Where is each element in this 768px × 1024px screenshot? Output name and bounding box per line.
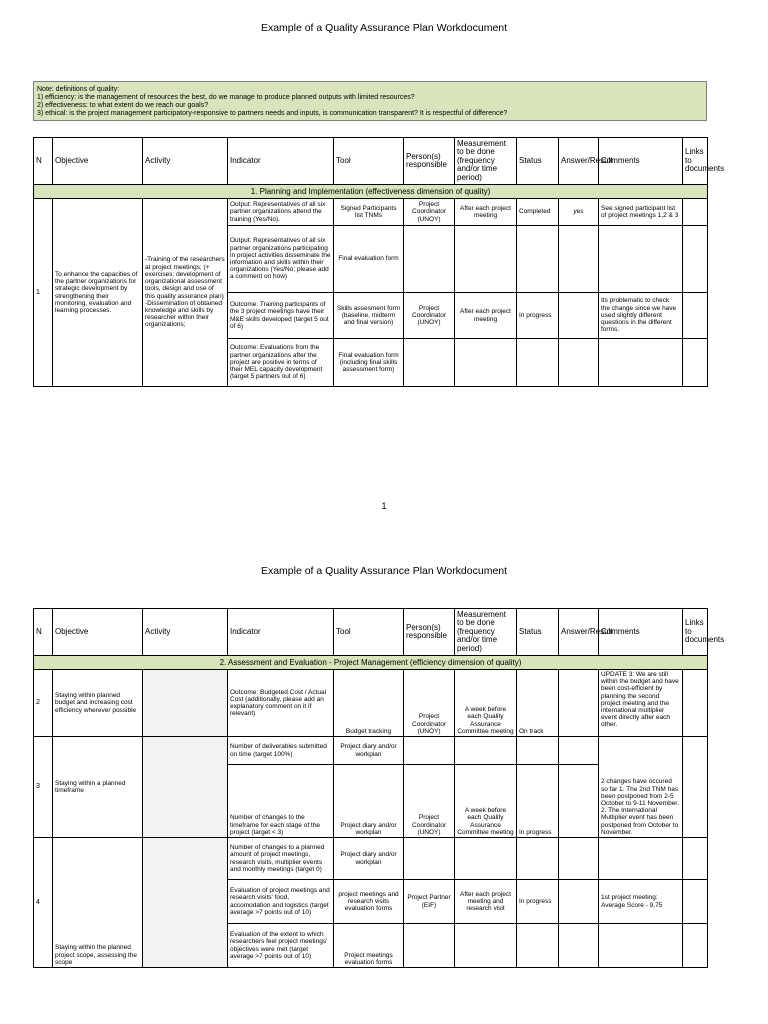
status-cell: In progress [517,293,559,339]
tool-cell: Project diary and/or workplan [334,838,404,880]
col-header-persons: Person(s) responsible [404,138,455,185]
col-header-activity: Activity [143,609,228,656]
tool-cell: Project diary and/or workplan [334,765,404,838]
status-cell: In progress [517,765,559,838]
tool-cell: Project meetings evaluation forms [334,924,404,968]
row-number: 4 [34,838,53,968]
page-title: Example of a Quality Assurance Plan Workdocument [260,22,508,34]
links-cell [683,880,708,924]
col-header-answer: Answer/Result [559,609,599,656]
comments-cell: 1st project meeting: Average Score - 9,75 [599,880,683,924]
comments-cell [599,838,683,880]
status-cell: On track [517,670,559,737]
links-cell [683,670,708,737]
note-line: 2) effectiveness: to what extent do we reach our goals? [37,102,209,109]
note-line: 1) efficiency: is the management of resources the best, do we manage to produce planned outputs with limited resources? [37,94,415,101]
indicator-cell: Output: Representatives of all six partner organizations participating in project activities disseminate the information and skills within their organizations (Yes/No; please add a comment on how) [228,226,334,293]
note-line: Note: definitions of quality: [37,86,120,93]
status-cell [517,924,559,968]
comments-cell: See signed participant list of project meetings 1,2 & 3 [599,199,683,226]
answer-cell: yes [559,199,599,226]
comments-cell: 2 changes have occured so far 1. The 2nd TNM has been postponed from 2-5 October to 9-11 November. 2. The International Mutliplier event has been postponed from October to November. [599,737,683,838]
col-header-objective: Objective [53,138,143,185]
col-header-measurement: Measurement to be done (frequency and/or time period) [455,609,517,656]
persons-cell: Project Partner (EIF) [404,880,455,924]
links-cell [683,293,708,339]
links-cell [683,199,708,226]
links-cell [683,924,708,968]
table-row [34,670,708,737]
status-cell: Completed [517,199,559,226]
col-header-status: Status [517,138,559,185]
section-heading: 2. Assessment and Evaluation - Project Management (efficiency dimension of quality) [34,656,708,670]
col-header-tool: Tool [334,609,404,656]
indicator-cell: Outcome: Evaluations from the partner organizations after the project are positive in terms of their MEL capacity development (target 5 partners out of 6) [228,339,334,387]
comments-cell [599,339,683,387]
activity-cell [143,737,228,838]
comments-cell [599,924,683,968]
answer-cell [559,226,599,293]
answer-cell [559,838,599,880]
indicator-cell: Evaluation of project meetings and research visits' food, accomodation and logistics (target average >7 points out of 10) [228,880,334,924]
measurement-cell: After each project meeting [455,199,517,226]
indicator-cell: Number of deliverables submitted on time (target 100%) [228,737,334,765]
row-number: 1 [34,199,53,387]
measurement-cell: A week before each Quality Assurance Committee meeting [455,670,517,737]
status-cell [517,226,559,293]
col-header-n: N [34,609,53,656]
measurement-cell [455,737,517,765]
measurement-cell: A week before each Quality Assurance Committee meeting [455,765,517,838]
indicator-cell: Number of changes to the timeframe for each stage of the project (target < 3) [228,765,334,838]
tool-cell: Final evaluation form (including final skills assessment form) [334,339,404,387]
persons-cell: Project Coordinator (UNOY) [404,670,455,737]
col-header-status: Status [517,609,559,656]
col-header-activity: Activity [143,138,228,185]
answer-cell [559,737,599,765]
quality-plan-table-1 [33,137,725,387]
quality-plan-table-2 [33,608,725,968]
links-cell [683,226,708,293]
col-header-measurement: Measurement to be done (frequency and/or time period) [455,138,517,185]
status-cell [517,339,559,387]
answer-cell [559,924,599,968]
persons-cell [404,924,455,968]
measurement-cell: After each project meeting and research visit [455,880,517,924]
col-header-links: Links to documents [683,609,708,656]
tool-cell: Signed Participants list TNMs [334,199,404,226]
answer-cell [559,670,599,737]
answer-cell [559,339,599,387]
activity-cell [143,670,228,737]
indicator-cell: Output: Representatives of all six partner organizations attend the training (Yes/No). [228,199,334,226]
indicator-cell: Outcome: Budgeted Cost / Actual Cost (additionally, please add an explanatory comment on it if relevant) [228,670,334,737]
persons-cell [404,226,455,293]
comments-cell: Its problematic to check the change since we have used slightly different questions in the different forms. [599,293,683,339]
col-header-links: Links to documents [683,138,708,185]
col-header-comments: Comments [599,138,683,185]
table-row [34,199,708,226]
table-row [34,737,708,765]
col-header-comments: Comments [599,609,683,656]
links-cell [683,838,708,880]
col-header-answer: Answer/Result [559,138,599,185]
answer-cell [559,765,599,838]
comments-cell: UPDATE 3: We are still within the budget and have been cost-efficient by planning the second project meeting and the international multiplier event directly after each other. [599,670,683,737]
page-title: Example of a Quality Assurance Plan Workdocument [260,565,508,577]
col-header-tool: Tool [334,138,404,185]
col-header-indicator: Indicator [228,609,334,656]
page-number: 1 [381,501,387,511]
objective-cell: Staying within planned budget and increasing cost efficiency wherever possible [53,670,143,737]
persons-cell [404,339,455,387]
tool-cell: Final evaluation form [334,226,404,293]
status-cell [517,838,559,880]
objective-cell: Staying within a planned timeframe [53,737,143,838]
status-cell: In progress [517,880,559,924]
persons-cell: Project Coordinator (UNOY) [404,199,455,226]
measurement-cell [455,339,517,387]
row-number: 2 [34,670,53,737]
persons-cell [404,838,455,880]
header-row [34,138,708,185]
answer-cell [559,293,599,339]
comments-cell [599,226,683,293]
status-cell [517,737,559,765]
persons-cell: Project Coordinator (UNOY) [404,765,455,838]
indicator-cell: Outcome: Training participants of the 3 project meetings have their M&E skills developed (target 5 out of 6) [228,293,334,339]
tool-cell: Budget tracking [334,670,404,737]
col-header-n: N [34,138,53,185]
measurement-cell [455,226,517,293]
col-header-objective: Objective [53,609,143,656]
col-header-persons: Person(s) responsible [404,609,455,656]
objective-cell: To enhance the capacities of the partner organizations for strategic development by strengthening their monitoring, evaluation and learning processes. [53,199,143,387]
section-heading: 1. Planning and Implementation (effectiveness dimension of quality) [34,185,708,199]
tool-cell: project meetings and research visits evaluation forms [334,880,404,924]
note-line: 3) ethical: is the project management participatory-responsive to partners needs and inputs, is communication transparent? It is respectful of difference? [37,110,508,117]
objective-cell: Staying within the planned project scope, assessing the scope [53,838,143,968]
measurement-cell: After each project meeting [455,293,517,339]
activity-cell: -Training of the researchers at project meetings; (+ exercises: development of organizational assessment tools, design and use of this quality assurance plan) -Dissemination of obtained knowledge and skills by researcher within their organizations; [143,199,228,387]
col-header-indicator: Indicator [228,138,334,185]
measurement-cell [455,838,517,880]
header-row [34,609,708,656]
quality-definitions-note [33,81,707,121]
tool-cell: Project diary and/or workplan [334,737,404,765]
indicator-cell: Evaluation of the extent to which researchers feel project meetings' objectives were met (target average >7 points out of 10) [228,924,334,968]
persons-cell [404,737,455,765]
indicator-cell: Number of changes to a planned amount of project meetings, research visits, multiplier events and monthly meetings (target 0) [228,838,334,880]
section-row [34,185,708,199]
links-cell [683,339,708,387]
activity-cell [143,838,228,968]
answer-cell [559,880,599,924]
section-row [34,656,708,670]
row-number: 3 [34,737,53,838]
links-cell [683,737,708,838]
tool-cell: Skills assesment form (baseline, midterm and final version) [334,293,404,339]
table-row [34,838,708,880]
persons-cell: Project Coordinator (UNOY) [404,293,455,339]
measurement-cell [455,924,517,968]
